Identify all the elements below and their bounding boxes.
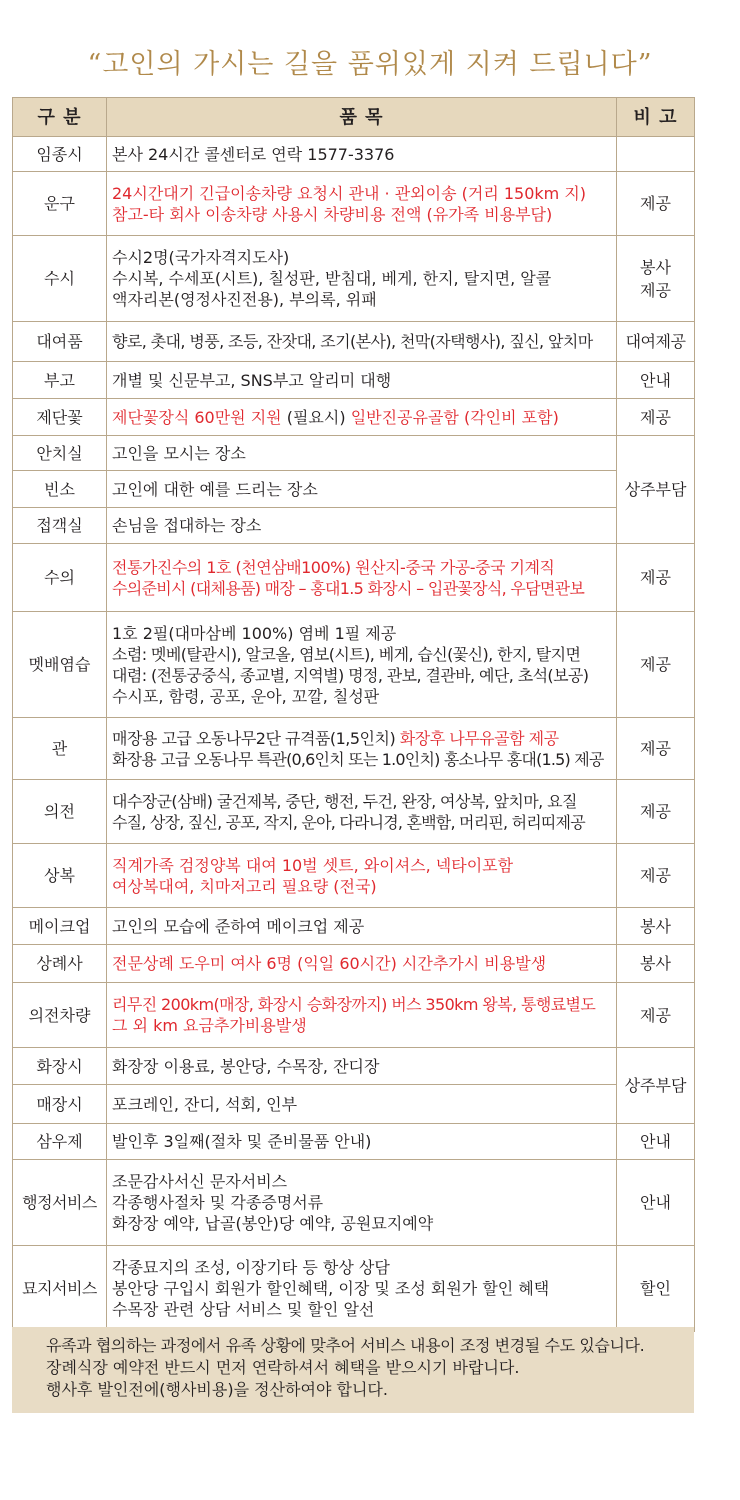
row-category: 부고 <box>13 362 107 399</box>
table-row <box>13 612 695 718</box>
row-category: 빈소 <box>13 471 107 508</box>
item-line: 소렴: 멧베(탈관시), 알코올, 염보(시트), 베게, 습신(꽃신), 한지, 탈지면 <box>112 644 581 664</box>
table-row <box>13 945 695 983</box>
item-line: 그 외 km 요금추가비용발생 <box>112 1016 307 1035</box>
row-items <box>107 1085 617 1124</box>
row-note: 제공 <box>617 172 695 236</box>
row-category: 삼우제 <box>13 1124 107 1160</box>
notice-line: 유족과 협의하는 과정에서 유족 상황에 맞추어 서비스 내용이 조정 변경될 수도 있습니다. <box>46 1336 645 1355</box>
row-note: 제공 <box>617 844 695 908</box>
item-line: 화장장 이용료, 봉안당, 수목장, 잔디장 <box>112 1056 380 1076</box>
row-category: 상례사 <box>13 945 107 983</box>
item-line: 고인에 대한 예를 드리는 장소 <box>112 479 318 499</box>
row-items <box>107 945 617 983</box>
row-items <box>107 1048 617 1085</box>
table-row <box>13 436 695 471</box>
row-items <box>107 508 617 544</box>
table-row <box>13 544 695 612</box>
row-category: 행정서비스 <box>13 1160 107 1246</box>
row-items <box>107 780 617 844</box>
item-line: 수시2명(국가자격지도사) <box>112 248 290 267</box>
row-category: 관 <box>13 718 107 780</box>
notice-line: 행사후 발인전에(행사비용)을 정산하여야 합니다. <box>46 1380 388 1399</box>
row-items <box>107 436 617 471</box>
row-items <box>107 612 617 718</box>
item-line: 수목장 관련 상담 서비스 및 할인 알선 <box>112 1300 375 1319</box>
row-items <box>107 544 617 612</box>
item-line: 봉안당 구입시 회원가 할인혜택, 이장 및 조성 회원가 할인 혜택 <box>112 1279 550 1298</box>
item-text: 매장용 고급 오동나무2단 규격품(1,5인치) <box>112 728 400 748</box>
row-category: 운구 <box>13 172 107 236</box>
table-header-row <box>13 98 695 137</box>
item-line: 참고-타 회사 이송차량 사용시 차량비용 전액 (유가족 비용부담) <box>112 204 553 224</box>
item-line: 24시간대기 긴급이송차량 요청시 관내 · 관외이송 (거리 150km 지) <box>112 183 587 203</box>
row-category: 멧배염습 <box>13 612 107 718</box>
item-line: 각종묘지의 조성, 이장기타 등 항상 상담 <box>112 1258 390 1277</box>
item-line: 고인의 모습에 준하여 메이크업 제공 <box>112 916 365 936</box>
row-note: 할인 <box>617 1246 695 1332</box>
row-note: 제공 <box>617 612 695 718</box>
row-items <box>107 1160 617 1246</box>
table-row <box>13 718 695 780</box>
page-title: “고인의 가시는 길을 품위있게 지켜 드립니다” <box>87 49 653 80</box>
item-line: 조문감사서신 문자서비스 <box>112 1172 288 1191</box>
table-row <box>13 983 695 1048</box>
item-line: 본사 24시간 콜센터로 연락 1577-3376 <box>112 144 395 164</box>
item-text: (필요시) <box>286 407 346 427</box>
row-category: 수의 <box>13 544 107 612</box>
row-items <box>107 983 617 1048</box>
row-note <box>617 137 695 172</box>
row-category: 의전차량 <box>13 983 107 1048</box>
item-line: 포크레인, 잔디, 석회, 인부 <box>112 1094 298 1114</box>
row-category: 안치실 <box>13 436 107 471</box>
row-items <box>107 172 617 236</box>
item-text-red: 제단꽃장식 60만원 지원 <box>112 407 282 427</box>
table-row <box>13 508 695 544</box>
table-row <box>13 471 695 508</box>
item-line: 화장용 고급 오동나무 특관(0,6인치 또는 1.0인치) 홍소나무 홍대(1.5) 제공 <box>112 749 604 769</box>
header-category: 구 분 <box>13 98 107 137</box>
row-category: 의전 <box>13 780 107 844</box>
row-category: 매장시 <box>13 1085 107 1124</box>
item-line: 전문상례 도우미 여사 6명 (익일 60시간) 시간추가시 비용발생 <box>112 954 547 973</box>
row-category: 대여품 <box>13 322 107 362</box>
table-row <box>13 1124 695 1160</box>
row-note: 제공 <box>617 780 695 844</box>
service-table <box>12 97 695 1332</box>
row-note: 상주부담 <box>617 1048 695 1124</box>
header-items: 품 목 <box>107 98 617 137</box>
row-category: 접객실 <box>13 508 107 544</box>
item-line: 1호 2필(대마삼베 100%) 염베 1필 제공 <box>112 623 397 643</box>
item-line: 향로, 촛대, 병풍, 조등, 잔잣대, 조기(본사), 천막(자택행사), 짚신, 앞치마 <box>112 332 593 351</box>
item-text-red: 일반진공유골함 (각인비 포함) <box>350 407 559 427</box>
table-row <box>13 1160 695 1246</box>
item-line: 전통가진수의 1호 (천연삼배100%) 원산지-중국 가공-중국 기계직 <box>112 557 555 577</box>
notice-box <box>12 1327 694 1413</box>
item-text-red: 화장후 나무유골함 제공 <box>399 728 559 748</box>
row-items <box>107 1246 617 1332</box>
row-note: 안내 <box>617 1124 695 1160</box>
table-row <box>13 322 695 362</box>
row-note: 제공 <box>617 718 695 780</box>
row-note: 대여제공 <box>617 322 695 362</box>
item-line: 수시복, 수세포(시트), 칠성판, 받침대, 베게, 한지, 탈지면, 알콜 <box>112 269 552 288</box>
row-items <box>107 844 617 908</box>
row-items <box>107 718 617 780</box>
table-row <box>13 172 695 236</box>
item-line: 리무진 200km(매장, 화장시 승화장까지) 버스 350km 왕복, 통행료별도 <box>112 995 596 1014</box>
table-row <box>13 236 695 322</box>
header-note: 비 고 <box>617 98 695 137</box>
item-line: 수시포, 함령, 공포, 운아, 꼬깔, 칠성판 <box>112 686 380 706</box>
row-note: 봉사 <box>617 945 695 983</box>
row-category: 수시 <box>13 236 107 322</box>
row-note: 봉사 제공 <box>617 236 695 322</box>
item-line: 수의준비시 (대체용품) 매장 – 홍대1.5 화장시 – 입관꽃장식, 우담면관보 <box>112 578 585 598</box>
row-note: 제공 <box>617 399 695 436</box>
row-category: 제단꽃 <box>13 399 107 436</box>
row-category: 상복 <box>13 844 107 908</box>
row-items <box>107 1124 617 1160</box>
item-line: 발인후 3일째(절차 및 준비물품 안내) <box>112 1132 372 1151</box>
table-row <box>13 780 695 844</box>
row-category: 메이크업 <box>13 908 107 945</box>
row-note: 제공 <box>617 983 695 1048</box>
table-row <box>13 137 695 172</box>
row-category: 묘지서비스 <box>13 1246 107 1332</box>
row-items <box>107 137 617 172</box>
row-items <box>107 908 617 945</box>
row-items <box>107 362 617 399</box>
row-items <box>107 236 617 322</box>
item-line: 화장장 예약, 납골(봉안)당 예약, 공원묘지예약 <box>112 1214 434 1233</box>
notice-line: 장례식장 예약전 반드시 먼저 연락하셔서 혜택을 받으시기 바랍니다. <box>46 1358 520 1377</box>
item-line: 각종행사절차 및 각종증명서류 <box>112 1193 324 1212</box>
row-note: 제공 <box>617 544 695 612</box>
item-line: 고인을 모시는 장소 <box>112 443 246 463</box>
table-row <box>13 908 695 945</box>
item-line: 개별 및 신문부고, SNS부고 알리미 대행 <box>112 370 392 390</box>
table-row <box>13 844 695 908</box>
table-row <box>13 1085 695 1124</box>
item-line: 대렴: (전통궁중식, 종교별, 지역별) 명정, 관보, 결관바, 예단, 초석(보공) <box>112 665 589 685</box>
row-note: 안내 <box>617 362 695 399</box>
table-row <box>13 1048 695 1085</box>
row-category: 화장시 <box>13 1048 107 1085</box>
item-line: 여상복대여, 치마저고리 필요량 (전국) <box>112 876 377 896</box>
row-items <box>107 399 617 436</box>
row-note: 안내 <box>617 1160 695 1246</box>
row-note: 상주부담 <box>617 436 695 544</box>
row-items <box>107 322 617 362</box>
row-items <box>107 471 617 508</box>
row-category: 임종시 <box>13 137 107 172</box>
table-row <box>13 1246 695 1332</box>
row-note: 봉사 <box>617 908 695 945</box>
item-line: 액자리본(영정사진전용), 부의록, 위패 <box>112 290 377 309</box>
item-line: 직계가족 검정양복 대여 10벌 셋트, 와이셔스, 넥타이포함 <box>112 855 514 875</box>
item-line: 대수장군(삼배) 굴건제복, 중단, 행전, 두건, 완장, 여상복, 앞치마, 요질 <box>112 791 577 811</box>
table-row <box>13 399 695 436</box>
item-line: 수질, 상장, 짚신, 공포, 작지, 운아, 다라니경, 혼백함, 머리핀, 허리띠제공 <box>112 812 585 832</box>
table-row <box>13 362 695 399</box>
item-line: 손님을 접대하는 장소 <box>112 516 262 535</box>
